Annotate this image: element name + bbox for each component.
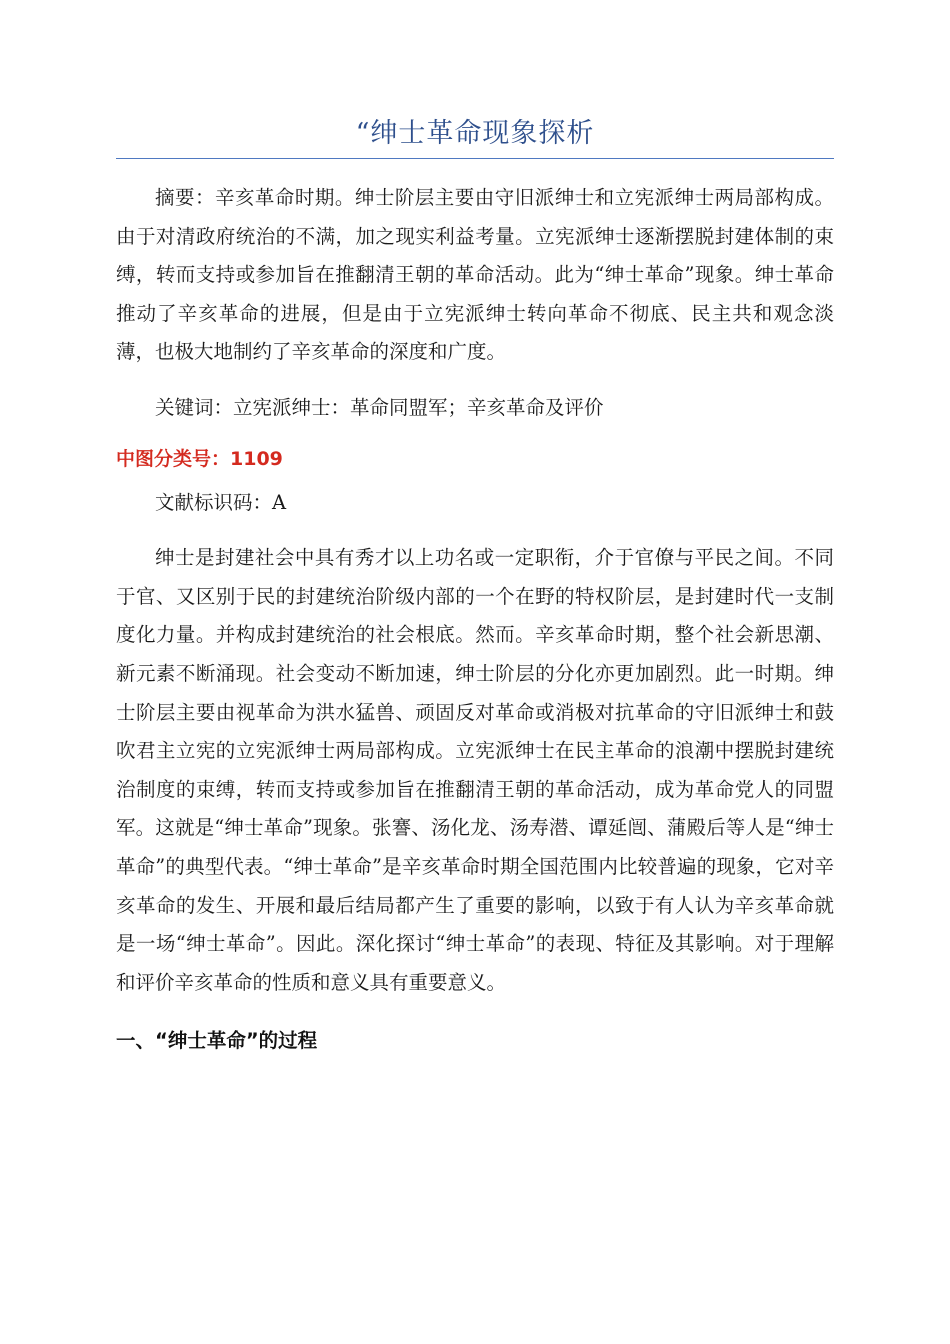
document-identifier-code: 文献标识码：A [155, 490, 287, 514]
keywords-line: 关键词：立宪派绅士：革命同盟军；辛亥革命及评价 [155, 395, 604, 419]
abstract-paragraph: 摘要：辛亥革命时期。绅士阶层主要由守旧派绅士和立宪派绅士两局部构成。由于对清政府统治的不满，加之现实利益考量。立宪派绅士逐渐摆脱封建体制的束缚，转而支持或参加旨在推翻清王朝的革命活动。此为“绅士革命”现象。绅士革命推动了辛亥革命的进展，但是由于立宪派绅士转向革命不彻底、民主共和观念淡薄，也极大地制约了辛亥革命的深度和广度。 [116, 186, 834, 364]
title-underline [116, 158, 834, 159]
classification-number: 中图分类号：1109 [116, 447, 283, 470]
document-title: “绅士革命现象探析 [355, 118, 595, 149]
document-page [116, 112, 834, 1060]
section-heading: 一、“绅士革命”的过程 [116, 1029, 318, 1053]
body-paragraph: 绅士是封建社会中具有秀才以上功名或一定职衔，介于官僚与平民之间。不同于官、又区别于民的封建统治阶级内部的一个在野的特权阶层，是封建时代一支制度化力量。并构成封建统治的社会根底。然而。辛亥革命时期，整个社会新思潮、新元素不断涌现。社会变动不断加速，绅士阶层的分化亦更加剧烈。此一时期。绅士阶层主要由视革命为洪水猛兽、顽固反对革命或消极对抗革命的守旧派绅士和鼓吹君主立宪的立宪派绅士两局部构成。立宪派绅士在民主革命的浪潮中摆脱封建统治制度的束缚，转而支持或参加旨在推翻清王朝的革命活动，成为革命党人的同盟军。这就是“绅士革命”现象。张謇、汤化龙、汤寿潜、谭延闿、蒲殿后等人是“绅士革命”的典型代表。“绅士革命”是辛亥革命时期全国范围内比较普遍的现象，它对辛亥革命的发生、开展和最后结局都产生了重要的影响，以致于有人认为辛亥革命就是一场“绅士革命”。因此。深化探讨“绅士革命”的表现、特征及其影响。对于理解和评价辛亥革命的性质和意义具有重要意义。 [116, 546, 834, 994]
